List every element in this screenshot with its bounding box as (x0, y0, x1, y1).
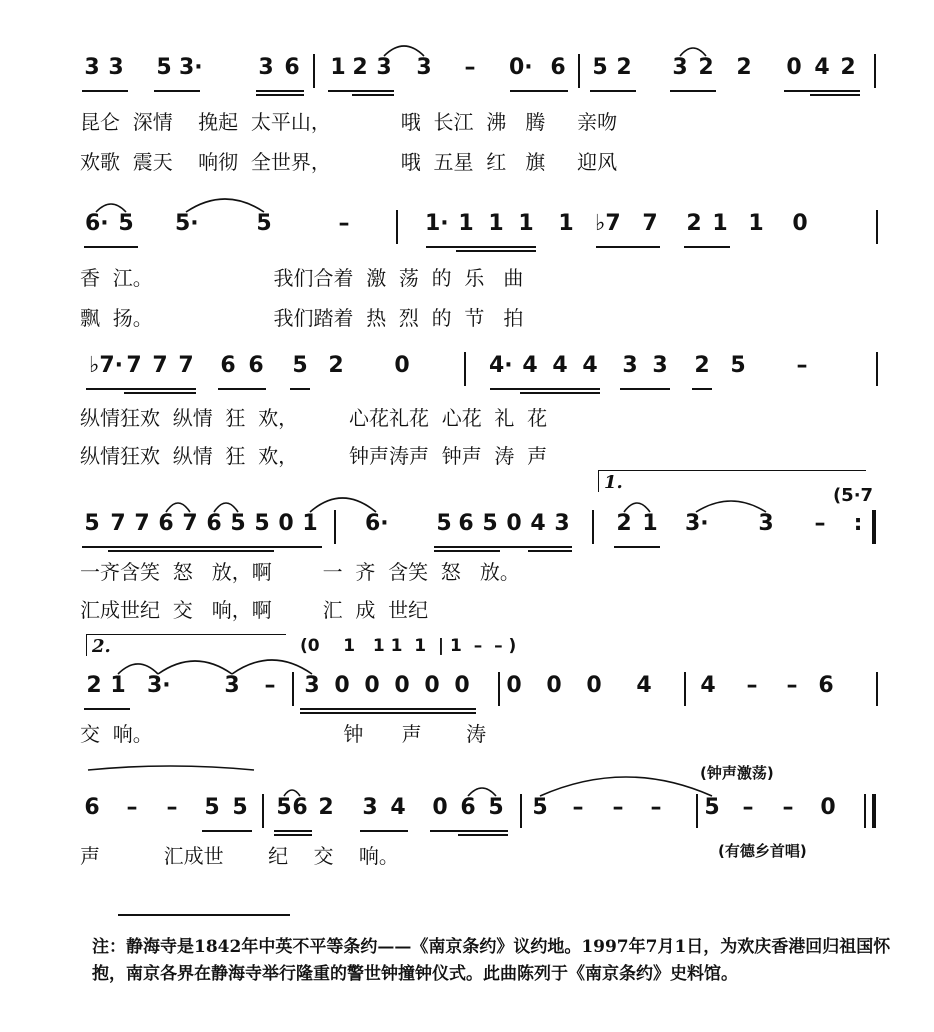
lyric-line-1: 香 江。 我们合着 激 荡 的 乐 曲 (80, 266, 524, 290)
footnote-rule (118, 914, 290, 916)
barline (578, 54, 580, 88)
barline (396, 210, 398, 244)
lyric-line-1: 交 响。 钟 声 涛 (80, 722, 487, 746)
barline (876, 210, 878, 244)
annotation-top: (钟声激荡) (700, 764, 774, 782)
barline (262, 794, 264, 828)
lyric-line-1: 纵情狂欢 纵情 狂 欢， 心花礼花 心花 礼 花 (80, 406, 548, 430)
footnote: 注：静海寺是1842年中英不平等条约——《南京条约》议约地。1997年7月1日，为欢庆香港回归祖国怀抱，南京各界在静海寺举行隆重的警世钟撞钟仪式。此曲陈列于《南京条约》史料馆。 (92, 937, 891, 984)
ending-2-label: 2. (92, 636, 111, 657)
lyric-line-1: 昆仑 深情 挽起 太平山， 哦 长江 沸 腾 亲吻 (80, 110, 618, 134)
lyric-line-2: 纵情狂欢 纵情 狂 欢， 钟声涛声 钟声 涛 声 (80, 444, 548, 468)
barline (684, 672, 686, 706)
annotation-bottom: (有德乡首唱) (718, 842, 807, 860)
note-row-4: 5 7 7 6 7 6 5 5 0 1 6· 5 6 5 0 4 3 2 1 3· 3 – (5·7 : (0, 512, 934, 552)
lyric-line-2: 飘 扬。 我们踏着 热 烈 的 节 拍 (80, 306, 524, 330)
repeat-barline (872, 510, 876, 544)
lyric-line-1: 一齐含笑 怒 放，啊 一 齐 含笑 怒 放。 (80, 560, 520, 584)
lyric-line-1: 声 汇成世 纪 交 响。 (80, 844, 399, 868)
note-row-1: 3 3 5 3· 3 6 1 2 3 3 – 0· 6 5 2 3 2 2 0 4 2 (0, 56, 934, 96)
intro-notes: (0 1 1 1 1 | 1 – – ) (300, 636, 517, 656)
barline (292, 672, 294, 706)
final-barline (872, 794, 876, 828)
barline (334, 510, 336, 544)
barline (520, 794, 522, 828)
barline (876, 672, 878, 706)
note-row-3: ♭7· 7 7 7 6 6 5 2 0 4· 4 4 4 3 3 2 5 – (0, 354, 934, 394)
barline (464, 352, 466, 386)
note-row-5: 2 1 3· 3 – 3 0 0 0 0 0 0 0 0 4 4 – – 6 (0, 674, 934, 714)
note-row-2: 6· 5 5· 5 – 1· 1 1 1 1 ♭7 7 2 1 1 0 (0, 212, 934, 252)
barline (874, 54, 876, 88)
lyric-line-2: 汇成世纪 交 响，啊 汇 成 世纪 (80, 598, 429, 622)
barline (313, 54, 315, 88)
barline (498, 672, 500, 706)
barline (876, 352, 878, 386)
ending-1-label: 1. (604, 472, 623, 493)
barline (696, 794, 698, 828)
barline (864, 794, 866, 828)
note-row-6: 6 – – 5 5 5 6 2 3 4 0 6 5 5 – – – 5 – – 0 (0, 796, 934, 836)
lyric-line-2: 欢歌 震天 响彻 全世界， 哦 五星 红 旗 迎风 (80, 150, 618, 174)
barline (592, 510, 594, 544)
